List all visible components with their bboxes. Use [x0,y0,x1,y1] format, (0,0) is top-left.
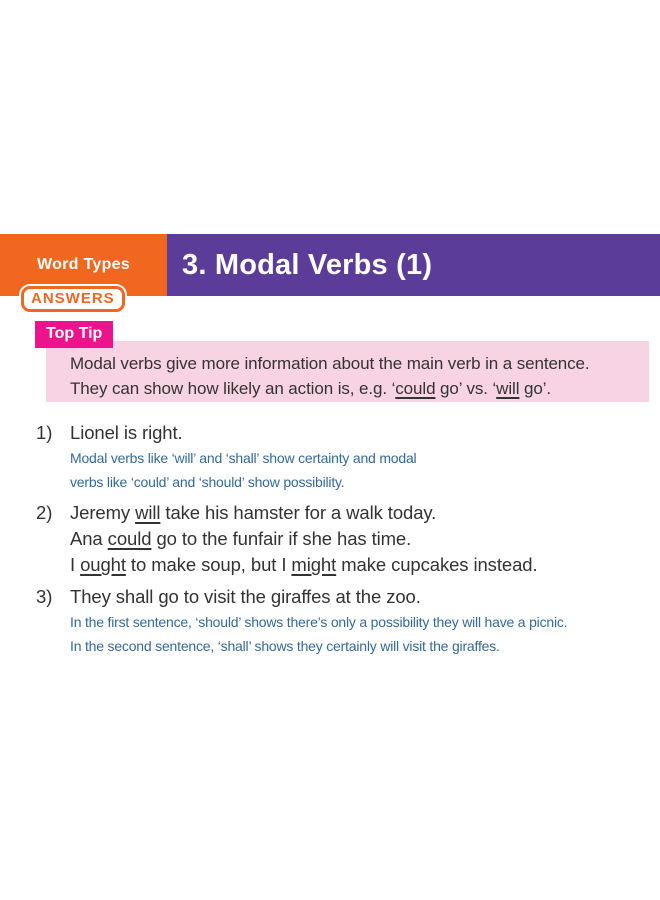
text-segment: Modal verbs give more information about the main verb in a sentence. [70,354,590,373]
text-segment: make cupcakes instead. [336,554,538,575]
answer-explanation-line [70,610,656,634]
underlined-modal-verb: will [135,502,161,523]
answer-sentence-line [70,552,656,578]
text-segment: Ana [70,528,108,549]
question-number-1: 1) [36,422,53,443]
answer-item-2 [36,500,656,578]
question-number-3: 3) [36,586,53,607]
text-segment: take his hamster for a walk today. [160,502,437,523]
answer-item-1-body [70,420,656,494]
text-segment: go’ vs. ‘ [435,379,497,398]
text-segment: Jeremy [70,502,136,523]
answer-item-2-body [70,500,656,578]
top-tip-panel [46,341,649,402]
underlined-modal-verb: ought [80,554,126,575]
answers-list [36,420,656,664]
underlined-modal-verb: could [395,379,436,398]
text-segment: go’. [519,379,552,398]
answer-item-3-body [70,584,656,658]
text-segment: verbs like ‘could’ and ‘should’ show possibility. [70,474,345,490]
answer-sentence-line [70,526,656,552]
title-bar [167,234,660,296]
question-number-2: 2) [36,502,53,523]
question-text [70,420,656,446]
answers-badge: ANSWERS [21,286,125,312]
underlined-modal-verb: might [291,554,337,575]
text-segment: In the first sentence, ‘should’ shows there’s only a possibility they will have a picnic. [70,614,568,630]
tip-text-line-2 [70,376,649,401]
answer-explanation-line [70,446,656,470]
category-label: Word Types [36,256,131,273]
tip-text-line-1 [70,351,649,376]
top-tip-label: Top Tip [35,321,113,348]
text-segment: Lionel is right. [70,422,183,443]
text-segment: to make soup, but I [125,554,292,575]
text-segment: In the second sentence, ‘shall’ shows they certainly will visit the giraffes. [70,638,500,654]
text-segment: I [70,554,81,575]
question-text [70,584,656,610]
answer-item-3 [36,584,656,658]
answer-explanation-line [70,470,656,494]
answer-item-1 [36,420,656,494]
text-segment: Modal verbs like ‘will’ and ‘shall’ show certainty and modal [70,450,417,466]
answer-explanation-line [70,634,656,658]
text-segment: They can show how likely an action is, e.g. ‘ [70,379,396,398]
underlined-modal-verb: will [496,379,520,398]
answer-sentence-line [70,500,656,526]
page-title: 3. Modal Verbs (1) [182,248,433,281]
text-segment: They shall go to visit the giraffes at the zoo. [70,586,421,607]
text-segment: go to the funfair if she has time. [151,528,412,549]
underlined-modal-verb: could [107,528,152,549]
